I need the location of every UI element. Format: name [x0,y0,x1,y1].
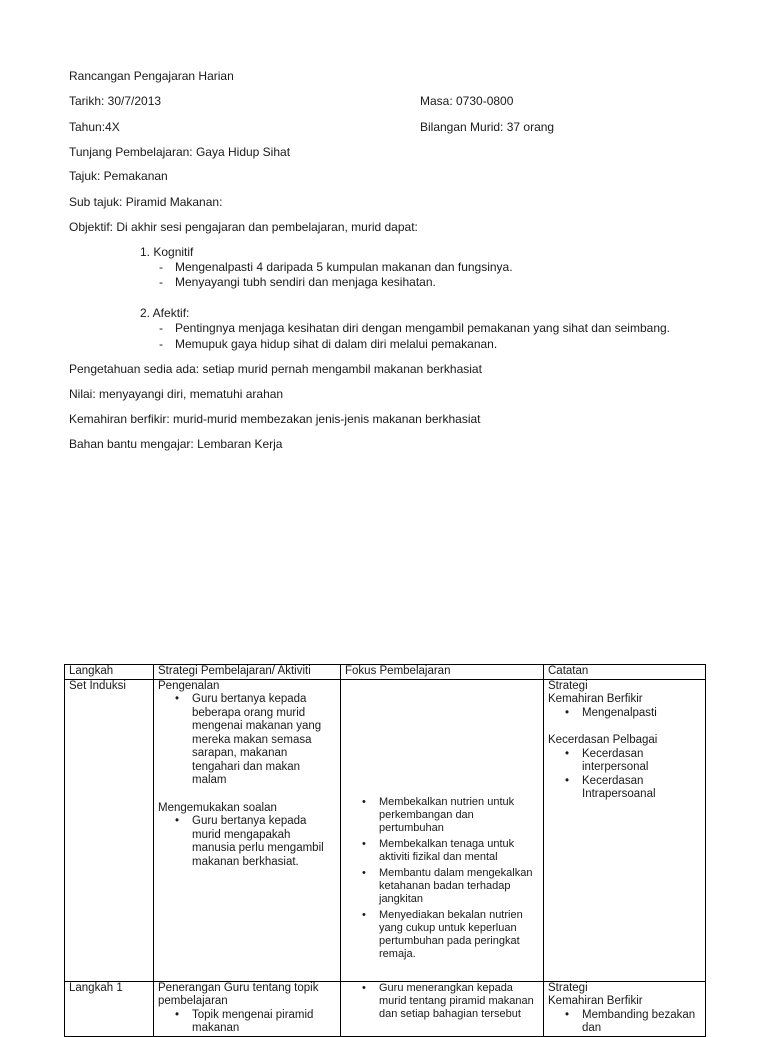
cell-langkah: Set Induksi [65,679,154,981]
nilai-field: Nilai: menyayangi diri, mematuhi arahan [69,387,284,401]
header-fokus: Fokus Pembelajaran [341,665,544,680]
list-item: • Membantu dalam mengekalkan ketahanan badan terhadap jangkitan [379,867,539,906]
cell-catatan [544,981,706,1036]
table-row [65,679,706,981]
objective-2-item: - Memupuk gaya hidup sihat di dalam diri melalui pemakanan. [159,337,498,351]
header-catatan: Catatan [544,665,706,680]
objective-2-item: - Pentingnya menjaga kesihatan diri dengan mengambil pemakanan yang sihat dan seimbang. [159,321,670,335]
catatan-kp: Kecerdasan Pelbagai [548,734,658,746]
list-item: • Topik mengenai piramid makanan [192,1009,336,1036]
catatan-kb: Kemahiran Berfikir [548,693,643,705]
catatan-strategi: Strategi [548,679,588,692]
strategi-heading: Mengemukakan soalan [158,801,277,814]
objektif-field: Objektif: Di akhir sesi pengajaran dan pembelajaran, murid dapat: [69,220,418,234]
list-item: • Membanding bezakan dan [582,1009,701,1036]
list-item: • Membekalkan nutrien untuk perkembangan dan pertumbuhan [379,796,539,835]
cell-catatan [544,679,706,981]
list-item: • Menyediakan bekalan nutrien yang cukup untuk keperluan pertumbuhan pada peringkat remaja. [379,909,539,961]
table-row [65,981,706,1036]
objective-1-heading: 1. Kognitif [140,245,194,259]
catatan-strategi: Strategi [548,981,588,994]
strategi-heading: Penerangan Guru tentang topik pembelajaran [158,981,319,1007]
pengetahuan-field: Pengetahuan sedia ada: setiap murid pernah mengambil makanan berkhasiat [69,362,482,376]
cell-fokus [341,981,544,1036]
list-item: • Mengenalpasti [582,707,701,721]
cell-langkah: Langkah 1 [65,981,154,1036]
list-item: • Membekalkan tenaga untuk aktiviti fizikal dan mental [379,838,539,864]
tahun-field: Tahun:4X [69,120,120,134]
tarikh-field: Tarikh: 30/7/2013 [69,94,162,108]
cell-strategi [154,981,341,1036]
lesson-plan-table [64,664,706,1037]
cell-strategi [154,679,341,981]
list-item: • Guru bertanya kepada beberapa orang murid mengenai makanan yang mereka makan semasa sarapan, makanan tengahari dan makan malam [192,693,336,788]
kemahiran-field: Kemahiran berfikir: murid-murid membezakan jenis-jenis makanan berkhasiat [69,412,481,426]
masa-field: Masa: 0730-0800 [420,94,514,108]
cell-fokus [341,679,544,981]
tunjang-field: Tunjang Pembelajaran: Gaya Hidup Sihat [69,145,291,159]
list-item: • Guru menerangkan kepada murid tentang piramid makanan dan setiap bahagian tersebut [379,982,539,1021]
list-item: • Kecerdasan interpersonal [582,748,701,775]
doc-title: Rancangan Pengajaran Harian [69,69,234,83]
tajuk-field: Tajuk: Pemakanan [69,169,168,183]
objective-2-heading: 2. Afektif: [140,306,190,320]
catatan-kb: Kemahiran Berfikir [548,995,643,1007]
table-header-row [65,665,706,680]
subtajuk-field: Sub tajuk: Piramid Makanan: [69,195,223,209]
header-strategi: Strategi Pembelajaran/ Aktiviti [154,665,341,680]
objective-1-item: - Mengenalpasti 4 daripada 5 kumpulan makanan dan fungsinya. [159,260,513,274]
bilangan-field: Bilangan Murid: 37 orang [420,120,555,134]
list-item: • Kecerdasan Intrapersoanal [582,775,701,802]
objective-1-item: - Menyayangi tubh sendiri dan menjaga kesihatan. [159,275,436,289]
list-item: • Guru bertanya kepada murid mengapakah manusia perlu mengambil makanan berkhasiat. [192,815,336,869]
bahan-field: Bahan bantu mengajar: Lembaran Kerja [69,437,283,451]
header-langkah: Langkah [65,665,154,680]
strategi-heading: Pengenalan [158,679,220,692]
